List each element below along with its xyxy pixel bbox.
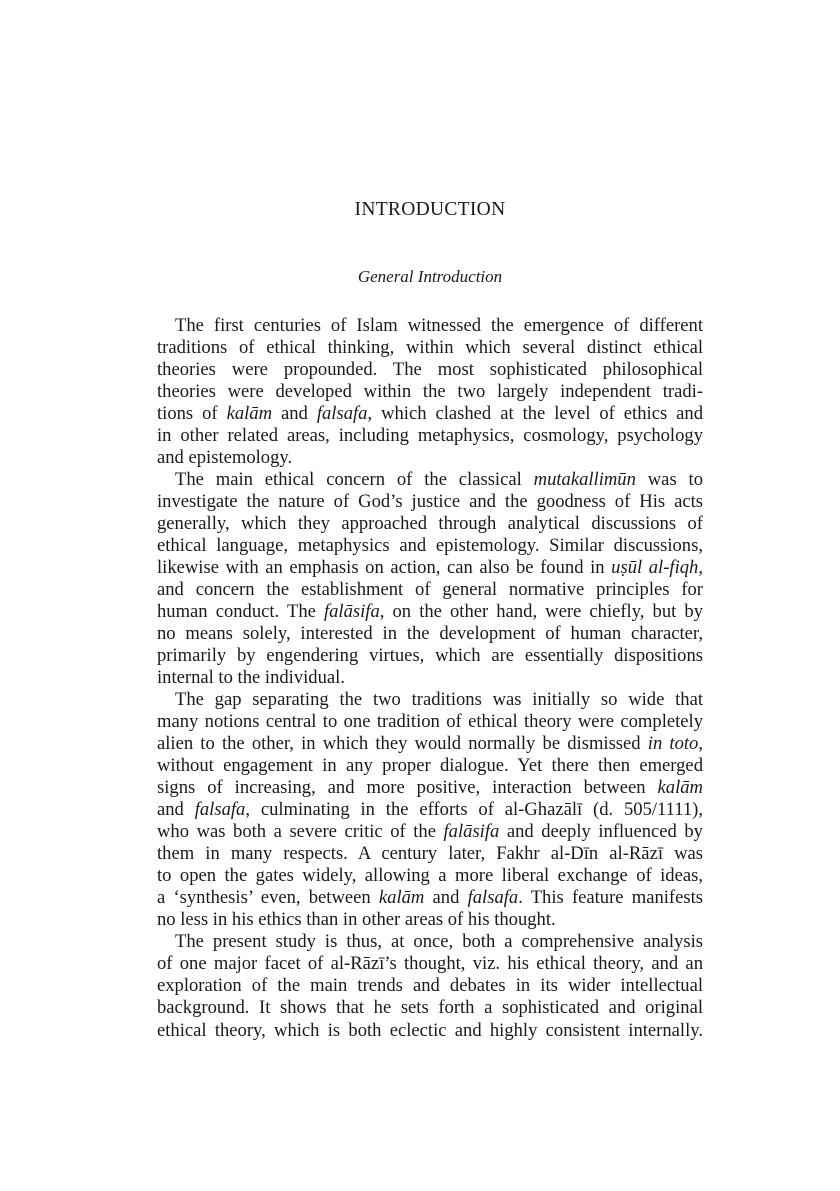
text-segment: them in many respects. A century later, Fakhr al-Dīn al-Rāzī was: [157, 843, 703, 865]
text-line: [157, 359, 703, 381]
text-line: [157, 953, 703, 975]
text-line: [157, 843, 703, 865]
text-line: [157, 997, 703, 1019]
text-line: [157, 447, 703, 469]
text-segment: without engagement in any proper dialogue. Yet there then emerged: [157, 755, 703, 777]
text-line: [157, 403, 703, 425]
italic-term: falāsifa: [443, 821, 500, 843]
body-text: [157, 315, 703, 1042]
text-segment: The main ethical concern of the classical: [175, 469, 534, 491]
text-line: [157, 931, 703, 953]
section-heading: General Introduction: [357, 267, 503, 286]
text-line: [157, 1020, 703, 1042]
text-segment: many notions central to one tradition of ethical theory were completely: [157, 711, 703, 733]
text-segment: internal to the individual.: [157, 667, 345, 689]
text-segment: ,: [698, 557, 703, 579]
text-line: [157, 755, 703, 777]
text-segment: traditions of ethical thinking, within which several distinct ethical: [157, 337, 703, 359]
italic-term: in toto: [647, 733, 699, 755]
text-segment: a ‘synthesis’ even, between: [157, 887, 379, 909]
text-segment: generally, which they approached through analytical discussions of: [157, 513, 703, 535]
text-line: [157, 381, 703, 403]
text-line: [157, 887, 703, 909]
text-segment: The gap separating the two traditions was initially so wide that: [175, 689, 703, 711]
text-line: [157, 865, 703, 887]
text-segment: The present study is thus, at once, both a comprehensive analysis: [175, 931, 703, 953]
text-segment: to open the gates widely, allowing a more liberal exchange of ideas,: [157, 865, 703, 887]
italic-term: falsafa: [316, 403, 368, 425]
text-segment: tions of: [157, 403, 227, 425]
text-line: [157, 975, 703, 997]
text-line: [157, 579, 703, 601]
text-line: [157, 337, 703, 359]
text-segment: primarily by engendering virtues, which are essentially dispositions: [157, 645, 703, 667]
text-segment: . This feature manifests: [518, 887, 703, 909]
text-line: [157, 513, 703, 535]
text-segment: human conduct. The: [157, 601, 324, 623]
text-line: [157, 645, 703, 667]
text-segment: exploration of the main trends and debates in its wider intellectual: [157, 975, 703, 997]
text-segment: background. It shows that he sets forth a sophisticated and original: [157, 997, 703, 1019]
text-line: [157, 315, 703, 337]
italic-term: uṣūl al-fiqh: [611, 557, 699, 579]
text-line: [157, 557, 703, 579]
text-line: [157, 799, 703, 821]
italic-term: falsafa: [194, 799, 246, 821]
text-line: [157, 733, 703, 755]
italic-term: kalām: [226, 403, 273, 425]
text-segment: and concern the establishment of general normative principles for: [157, 579, 703, 601]
text-segment: and epistemology.: [157, 447, 293, 469]
italic-term: mutakallimūn: [533, 469, 636, 491]
text-line: [157, 711, 703, 733]
text-segment: was to: [635, 469, 703, 491]
text-segment: and deeply influenced by: [499, 821, 703, 843]
text-segment: no means solely, interested in the development of human character,: [157, 623, 703, 645]
text-line: [157, 689, 703, 711]
text-segment: The first centuries of Islam witnessed the emergence of different: [175, 315, 703, 336]
chapter-title: INTRODUCTION: [354, 199, 506, 220]
italic-term: falāsifa: [323, 601, 380, 623]
text-segment: and: [424, 887, 468, 909]
text-segment: who was both a severe critic of the: [157, 821, 444, 843]
text-segment: theories were propounded. The most sophisticated philosophical: [157, 359, 703, 381]
text-line: [157, 821, 703, 843]
italic-term: kalām: [378, 887, 425, 909]
italic-term: falsafa: [467, 887, 519, 909]
text-segment: no less in his ethics than in other areas of his thought.: [157, 909, 556, 931]
text-line: [157, 601, 703, 623]
text-segment: likewise with an emphasis on action, can also be found in: [157, 557, 612, 579]
text-segment: investigate the nature of God’s justice and the goodness of His acts: [157, 491, 703, 513]
text-line: [157, 667, 703, 689]
text-segment: and: [157, 799, 195, 821]
text-segment: signs of increasing, and more positive, interaction between: [157, 777, 658, 799]
text-line: [157, 535, 703, 557]
text-line: [157, 491, 703, 513]
text-segment: of one major facet of al-Rāzī’s thought, viz. his ethical theory, and an: [157, 953, 703, 975]
text-segment: in other related areas, including metaphysics, cosmology, psychology: [157, 425, 703, 447]
text-segment: ,: [698, 733, 704, 755]
text-segment: alien to the other, in which they would normally be dismissed: [157, 733, 648, 755]
text-line: [157, 469, 703, 491]
text-line: [157, 425, 703, 447]
text-line: [157, 777, 703, 799]
italic-term: kalām: [657, 777, 703, 799]
text-segment: ethical language, metaphysics and epistemology. Similar discussions,: [157, 535, 703, 557]
text-segment: and: [272, 403, 317, 425]
text-segment: , which clashed at the level of ethics and: [367, 403, 703, 425]
text-segment: , on the other hand, were chiefly, but by: [379, 601, 703, 623]
text-line: [157, 623, 703, 645]
text-segment: ethical theory, which is both eclectic and highly consistent internally.: [157, 1019, 703, 1041]
text-segment: theories were developed within the two largely independent tradi-: [157, 381, 703, 403]
text-segment: , culminating in the efforts of al-Ghazālī (d. 505/1111),: [245, 799, 704, 821]
text-line: [157, 909, 703, 931]
